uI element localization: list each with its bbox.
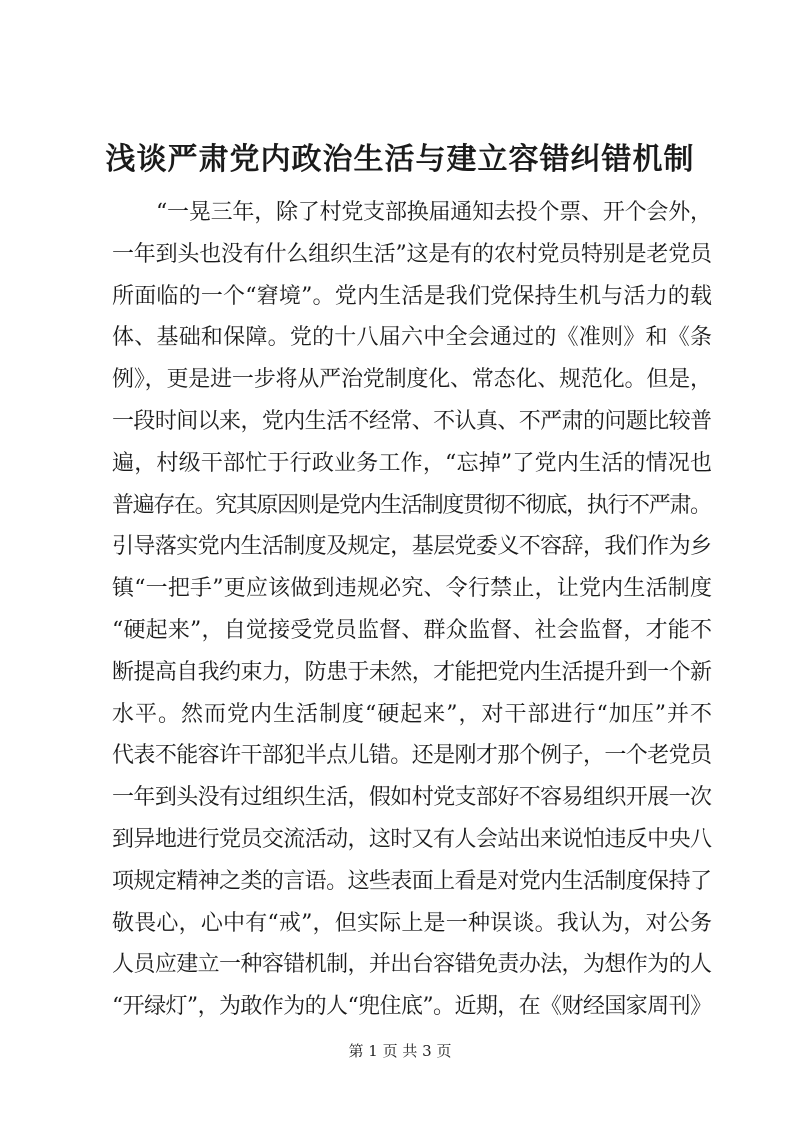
body-line: “一晃三年，除了村党支部换届通知去投个票、开个会外， — [156, 200, 712, 225]
body-line: 所面临的一个“窘境”。党内生活是我们党保持生机与活力的载 — [112, 283, 713, 309]
body-line: 人员应建立一种容错机制，并出台容错免责办法，为想作为的人 — [112, 952, 712, 978]
body-line: 引导落实党内生活制度及规定，基层党委义不容辞，我们作为乡 — [112, 534, 712, 560]
body-line: 一段时间以来，党内生活不经常、不认真、不严肃的问题比较普 — [112, 408, 712, 434]
body-line: 断提高自我约束力，防患于未然，才能把党内生活提升到一个新 — [112, 659, 712, 685]
body-line: 例》，更是进一步将从严治党制度化、常态化、规范化。但是， — [112, 367, 712, 393]
body-line: 一年到头没有过组织生活，假如村党支部好不容易组织开展一次 — [112, 785, 712, 811]
body-line: 镇“一把手”更应该做到违规必究、令行禁止，让党内生活制度 — [112, 576, 713, 602]
body-line: 遍，村级干部忙于行政业务工作，“忘掉”了党内生活的情况也 — [112, 450, 713, 476]
body-line: “硬起来”，自觉接受党员监督、群众监督、社会监督，才能不 — [112, 617, 713, 643]
body-line: 项规定精神之类的言语。这些表面上看是对党内生活制度保持了 — [112, 868, 712, 894]
page-footer: 第 1 页 共 3 页 — [348, 1042, 452, 1060]
body-line: 敬畏心，心中有“戒”，但实际上是一种误谈。我认为，对公务 — [112, 910, 713, 936]
body-line: 水平。然而党内生活制度“硬起来”，对干部进行“加压”并不 — [112, 701, 713, 727]
body-line: 代表不能容许干部犯半点儿错。还是刚才那个例子，一个老党员 — [112, 743, 712, 769]
body-line: 到异地进行党员交流活动，这时又有人会站出来说怕违反中央八 — [112, 826, 712, 852]
body-line: 体、基础和保障。党的十八届六中全会通过的《准则》和《条 — [112, 325, 713, 351]
body-line: “开绿灯”，为敢作为的人“兜住底”。近期，在《财经国家周刊》 — [112, 994, 712, 1020]
document-title: 浅谈严肃党内政治生活与建立容错纠错机制 — [105, 142, 695, 177]
body-line: 普遍存在。究其原因则是党内生活制度贯彻不彻底，执行不严肃。 — [112, 492, 711, 518]
document-body — [112, 192, 712, 1028]
body-line: 一年到头也没有什么组织生活”这是有的农村党员特别是老党员 — [112, 241, 712, 267]
